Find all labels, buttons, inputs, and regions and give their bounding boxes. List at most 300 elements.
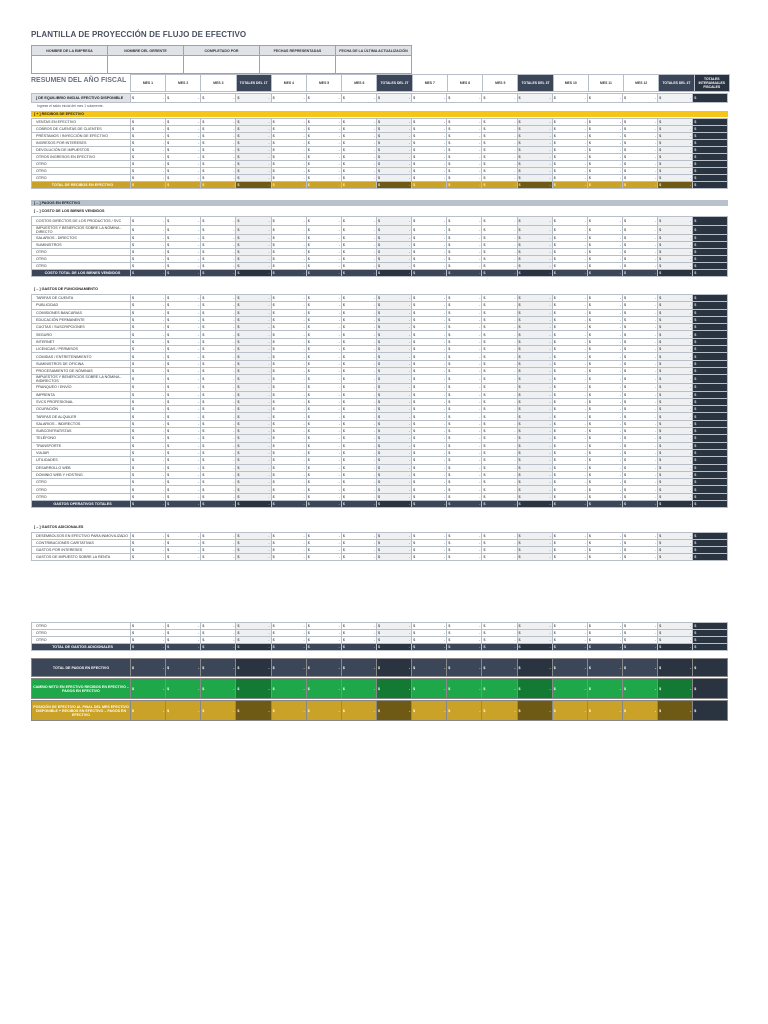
- amount-cell[interactable]: [619, 623, 657, 630]
- amount-cell[interactable]: [517, 309, 552, 316]
- amount-cell[interactable]: [412, 217, 447, 226]
- amount-cell[interactable]: [658, 540, 693, 547]
- amount-cell[interactable]: [306, 249, 341, 256]
- amount-cell[interactable]: [584, 295, 622, 302]
- amount-cell[interactable]: [412, 554, 447, 561]
- amount-cell[interactable]: [306, 182, 341, 189]
- amount-cell[interactable]: [373, 353, 411, 360]
- amount-cell[interactable]: [338, 398, 376, 405]
- amount-cell[interactable]: [447, 659, 482, 677]
- amount-cell[interactable]: [482, 540, 517, 547]
- amount-cell[interactable]: [373, 471, 411, 478]
- amount-cell[interactable]: [131, 391, 166, 398]
- amount-cell[interactable]: [693, 360, 728, 367]
- amount-cell[interactable]: [482, 140, 517, 147]
- amount-cell[interactable]: [131, 338, 166, 345]
- amount-cell[interactable]: [201, 331, 236, 338]
- amount-cell[interactable]: [482, 270, 517, 277]
- amount-cell[interactable]: [693, 501, 728, 508]
- amount-cell[interactable]: [373, 133, 411, 140]
- amount-cell[interactable]: [131, 119, 166, 126]
- amount-cell[interactable]: [373, 94, 411, 103]
- amount-cell[interactable]: [482, 94, 517, 103]
- amount-cell[interactable]: [517, 486, 552, 493]
- amount-cell[interactable]: [201, 398, 236, 405]
- amount-cell[interactable]: [131, 367, 166, 374]
- amount-cell[interactable]: [166, 479, 201, 486]
- amount-cell[interactable]: [552, 217, 587, 226]
- amount-cell[interactable]: [658, 554, 693, 561]
- amount-cell[interactable]: [166, 428, 201, 435]
- amount-cell[interactable]: [412, 435, 447, 442]
- amount-cell[interactable]: [658, 493, 693, 500]
- amount-cell[interactable]: [693, 644, 728, 651]
- amount-cell[interactable]: [131, 623, 166, 630]
- amount-cell[interactable]: [517, 547, 552, 554]
- amount-cell[interactable]: [584, 263, 622, 270]
- amount-cell[interactable]: [552, 701, 587, 721]
- amount-cell[interactable]: [693, 346, 728, 353]
- amount-cell[interactable]: [306, 623, 341, 630]
- amount-cell[interactable]: [482, 331, 517, 338]
- amount-cell[interactable]: [658, 457, 693, 464]
- amount-cell[interactable]: [552, 391, 587, 398]
- amount-cell[interactable]: [201, 367, 236, 374]
- amount-cell[interactable]: [693, 375, 728, 384]
- amount-cell[interactable]: [658, 119, 693, 126]
- amount-cell[interactable]: [306, 270, 341, 277]
- amount-cell[interactable]: [584, 457, 622, 464]
- amount-cell[interactable]: [338, 168, 376, 175]
- amount-cell[interactable]: [201, 435, 236, 442]
- amount-cell[interactable]: [447, 464, 482, 471]
- amount-cell[interactable]: [447, 623, 482, 630]
- amount-cell[interactable]: [306, 457, 341, 464]
- amount-cell[interactable]: [584, 486, 622, 493]
- amount-cell[interactable]: [201, 428, 236, 435]
- amount-cell[interactable]: [201, 457, 236, 464]
- amount-cell[interactable]: [552, 367, 587, 374]
- amount-cell[interactable]: [236, 168, 271, 175]
- amount-cell[interactable]: [236, 217, 271, 226]
- amount-cell[interactable]: [693, 464, 728, 471]
- amount-cell[interactable]: [166, 226, 201, 235]
- amount-cell[interactable]: [131, 547, 166, 554]
- amount-cell[interactable]: [412, 360, 447, 367]
- amount-cell[interactable]: [166, 182, 201, 189]
- amount-cell[interactable]: [201, 659, 236, 677]
- amount-cell[interactable]: [693, 391, 728, 398]
- amount-cell[interactable]: [306, 119, 341, 126]
- amount-cell[interactable]: [517, 226, 552, 235]
- amount-cell[interactable]: [201, 353, 236, 360]
- amount-cell[interactable]: [412, 324, 447, 331]
- amount-cell[interactable]: [447, 398, 482, 405]
- amount-cell[interactable]: [338, 428, 376, 435]
- amount-cell[interactable]: [619, 375, 657, 384]
- amount-cell[interactable]: [658, 147, 693, 154]
- amount-cell[interactable]: [201, 547, 236, 554]
- amount-cell[interactable]: [658, 384, 693, 391]
- amount-cell[interactable]: [271, 316, 306, 323]
- amount-cell[interactable]: [447, 338, 482, 345]
- amount-cell[interactable]: [482, 353, 517, 360]
- amount-cell[interactable]: [306, 353, 341, 360]
- amount-cell[interactable]: [482, 384, 517, 391]
- amount-cell[interactable]: [271, 479, 306, 486]
- amount-cell[interactable]: [517, 256, 552, 263]
- amount-cell[interactable]: [552, 316, 587, 323]
- amount-cell[interactable]: [482, 435, 517, 442]
- amount-cell[interactable]: [482, 147, 517, 154]
- amount-cell[interactable]: [271, 249, 306, 256]
- amount-cell[interactable]: [271, 533, 306, 540]
- amount-cell[interactable]: [517, 353, 552, 360]
- amount-cell[interactable]: [338, 533, 376, 540]
- amount-cell[interactable]: [338, 226, 376, 235]
- amount-cell[interactable]: [693, 679, 728, 699]
- amount-cell[interactable]: [201, 338, 236, 345]
- amount-cell[interactable]: [658, 154, 693, 161]
- amount-cell[interactable]: [338, 324, 376, 331]
- amount-cell[interactable]: [517, 338, 552, 345]
- amount-cell[interactable]: [131, 161, 166, 168]
- amount-cell[interactable]: [447, 391, 482, 398]
- amount-cell[interactable]: [447, 435, 482, 442]
- amount-cell[interactable]: [693, 94, 728, 103]
- amount-cell[interactable]: [693, 637, 728, 644]
- amount-cell[interactable]: [373, 406, 411, 413]
- amount-cell[interactable]: [619, 353, 657, 360]
- amount-cell[interactable]: [447, 471, 482, 478]
- amount-cell[interactable]: [619, 338, 657, 345]
- amount-cell[interactable]: [584, 533, 622, 540]
- amount-cell[interactable]: [552, 464, 587, 471]
- amount-cell[interactable]: [131, 346, 166, 353]
- amount-cell[interactable]: [271, 554, 306, 561]
- amount-cell[interactable]: [584, 398, 622, 405]
- amount-cell[interactable]: [517, 457, 552, 464]
- amount-cell[interactable]: [306, 346, 341, 353]
- amount-cell[interactable]: [306, 375, 341, 384]
- amount-cell[interactable]: [482, 242, 517, 249]
- amount-cell[interactable]: [658, 263, 693, 270]
- amount-cell[interactable]: [658, 353, 693, 360]
- amount-cell[interactable]: [482, 398, 517, 405]
- amount-cell[interactable]: [584, 147, 622, 154]
- amount-cell[interactable]: [447, 375, 482, 384]
- amount-cell[interactable]: [373, 256, 411, 263]
- amount-cell[interactable]: [166, 679, 201, 699]
- amount-cell[interactable]: [306, 147, 341, 154]
- amount-cell[interactable]: [658, 420, 693, 427]
- amount-cell[interactable]: [619, 331, 657, 338]
- amount-cell[interactable]: [236, 486, 271, 493]
- amount-cell[interactable]: [517, 302, 552, 309]
- amount-cell[interactable]: [271, 501, 306, 508]
- amount-cell[interactable]: [658, 679, 693, 699]
- amount-cell[interactable]: [166, 442, 201, 449]
- amount-cell[interactable]: [447, 644, 482, 651]
- amount-cell[interactable]: [447, 249, 482, 256]
- amount-cell[interactable]: [201, 256, 236, 263]
- amount-cell[interactable]: [131, 133, 166, 140]
- amount-cell[interactable]: [131, 486, 166, 493]
- amount-cell[interactable]: [338, 217, 376, 226]
- amount-cell[interactable]: [236, 263, 271, 270]
- amount-cell[interactable]: [338, 679, 376, 699]
- amount-cell[interactable]: [338, 249, 376, 256]
- amount-cell[interactable]: [306, 360, 341, 367]
- amount-cell[interactable]: [552, 486, 587, 493]
- amount-cell[interactable]: [236, 384, 271, 391]
- amount-cell[interactable]: [482, 701, 517, 721]
- amount-cell[interactable]: [131, 384, 166, 391]
- amount-cell[interactable]: [338, 119, 376, 126]
- amount-cell[interactable]: [584, 182, 622, 189]
- amount-cell[interactable]: [658, 309, 693, 316]
- amount-cell[interactable]: [619, 154, 657, 161]
- amount-cell[interactable]: [412, 295, 447, 302]
- amount-cell[interactable]: [658, 391, 693, 398]
- amount-cell[interactable]: [306, 533, 341, 540]
- amount-cell[interactable]: [271, 182, 306, 189]
- amount-cell[interactable]: [693, 353, 728, 360]
- amount-cell[interactable]: [412, 242, 447, 249]
- amount-cell[interactable]: [201, 94, 236, 103]
- amount-cell[interactable]: [619, 540, 657, 547]
- amount-cell[interactable]: [306, 367, 341, 374]
- amount-cell[interactable]: [552, 147, 587, 154]
- amount-cell[interactable]: [517, 242, 552, 249]
- amount-cell[interactable]: [373, 140, 411, 147]
- amount-cell[interactable]: [482, 630, 517, 637]
- amount-cell[interactable]: [552, 256, 587, 263]
- amount-cell[interactable]: [236, 398, 271, 405]
- amount-cell[interactable]: [201, 637, 236, 644]
- amount-cell[interactable]: [619, 398, 657, 405]
- amount-cell[interactable]: [373, 217, 411, 226]
- amount-cell[interactable]: [619, 226, 657, 235]
- amount-cell[interactable]: [271, 701, 306, 721]
- amount-cell[interactable]: [517, 133, 552, 140]
- amount-cell[interactable]: [338, 263, 376, 270]
- amount-cell[interactable]: [552, 295, 587, 302]
- amount-cell[interactable]: [584, 479, 622, 486]
- amount-cell[interactable]: [373, 428, 411, 435]
- amount-cell[interactable]: [584, 353, 622, 360]
- amount-cell[interactable]: [373, 235, 411, 242]
- amount-cell[interactable]: [693, 493, 728, 500]
- amount-cell[interactable]: [338, 442, 376, 449]
- amount-cell[interactable]: [658, 637, 693, 644]
- amount-cell[interactable]: [584, 346, 622, 353]
- amount-cell[interactable]: [412, 644, 447, 651]
- amount-cell[interactable]: [236, 235, 271, 242]
- amount-cell[interactable]: [482, 295, 517, 302]
- amount-cell[interactable]: [373, 457, 411, 464]
- amount-cell[interactable]: [552, 420, 587, 427]
- amount-cell[interactable]: [131, 701, 166, 721]
- amount-cell[interactable]: [693, 302, 728, 309]
- amount-cell[interactable]: [619, 367, 657, 374]
- amount-cell[interactable]: [517, 540, 552, 547]
- amount-cell[interactable]: [338, 435, 376, 442]
- amount-cell[interactable]: [201, 630, 236, 637]
- amount-cell[interactable]: [373, 161, 411, 168]
- amount-cell[interactable]: [693, 701, 728, 721]
- amount-cell[interactable]: [338, 353, 376, 360]
- amount-cell[interactable]: [373, 533, 411, 540]
- amount-cell[interactable]: [619, 659, 657, 677]
- amount-cell[interactable]: [517, 324, 552, 331]
- amount-cell[interactable]: [166, 449, 201, 456]
- amount-cell[interactable]: [373, 346, 411, 353]
- amount-cell[interactable]: [373, 182, 411, 189]
- amount-cell[interactable]: [658, 217, 693, 226]
- amount-cell[interactable]: [619, 324, 657, 331]
- amount-cell[interactable]: [584, 406, 622, 413]
- amount-cell[interactable]: [482, 346, 517, 353]
- amount-cell[interactable]: [236, 413, 271, 420]
- amount-cell[interactable]: [447, 302, 482, 309]
- amount-cell[interactable]: [412, 442, 447, 449]
- amount-cell[interactable]: [584, 94, 622, 103]
- amount-cell[interactable]: [447, 406, 482, 413]
- amount-cell[interactable]: [517, 471, 552, 478]
- amount-cell[interactable]: [201, 168, 236, 175]
- amount-cell[interactable]: [338, 133, 376, 140]
- amount-cell[interactable]: [201, 554, 236, 561]
- amount-cell[interactable]: [306, 547, 341, 554]
- amount-cell[interactable]: [584, 302, 622, 309]
- amount-cell[interactable]: [201, 147, 236, 154]
- amount-cell[interactable]: [338, 644, 376, 651]
- amount-cell[interactable]: [373, 435, 411, 442]
- amount-cell[interactable]: [693, 263, 728, 270]
- amount-cell[interactable]: [693, 270, 728, 277]
- amount-cell[interactable]: [338, 235, 376, 242]
- amount-cell[interactable]: [271, 637, 306, 644]
- amount-cell[interactable]: [619, 406, 657, 413]
- amount-cell[interactable]: [552, 168, 587, 175]
- amount-cell[interactable]: [236, 493, 271, 500]
- amount-cell[interactable]: [447, 442, 482, 449]
- amount-cell[interactable]: [236, 270, 271, 277]
- amount-cell[interactable]: [306, 309, 341, 316]
- amount-cell[interactable]: [373, 623, 411, 630]
- amount-cell[interactable]: [552, 346, 587, 353]
- amount-cell[interactable]: [619, 175, 657, 182]
- amount-cell[interactable]: [131, 457, 166, 464]
- amount-cell[interactable]: [552, 175, 587, 182]
- amount-cell[interactable]: [338, 540, 376, 547]
- amount-cell[interactable]: [338, 338, 376, 345]
- amount-cell[interactable]: [166, 217, 201, 226]
- amount-cell[interactable]: [201, 420, 236, 427]
- amount-cell[interactable]: [131, 375, 166, 384]
- amount-cell[interactable]: [552, 493, 587, 500]
- amount-cell[interactable]: [338, 659, 376, 677]
- amount-cell[interactable]: [447, 679, 482, 699]
- amount-cell[interactable]: [552, 406, 587, 413]
- amount-cell[interactable]: [447, 316, 482, 323]
- amount-cell[interactable]: [236, 501, 271, 508]
- amount-cell[interactable]: [131, 302, 166, 309]
- amount-cell[interactable]: [201, 533, 236, 540]
- amount-cell[interactable]: [482, 406, 517, 413]
- amount-cell[interactable]: [517, 413, 552, 420]
- amount-cell[interactable]: [236, 464, 271, 471]
- amount-cell[interactable]: [447, 413, 482, 420]
- amount-cell[interactable]: [658, 360, 693, 367]
- amount-cell[interactable]: [373, 493, 411, 500]
- amount-cell[interactable]: [584, 554, 622, 561]
- amount-cell[interactable]: [271, 140, 306, 147]
- amount-cell[interactable]: [236, 94, 271, 103]
- amount-cell[interactable]: [482, 161, 517, 168]
- amount-cell[interactable]: [306, 175, 341, 182]
- amount-cell[interactable]: [373, 413, 411, 420]
- amount-cell[interactable]: [584, 256, 622, 263]
- amount-cell[interactable]: [236, 309, 271, 316]
- amount-cell[interactable]: [619, 442, 657, 449]
- amount-cell[interactable]: [303, 701, 341, 721]
- amount-cell[interactable]: [693, 384, 728, 391]
- amount-cell[interactable]: [584, 133, 622, 140]
- amount-cell[interactable]: [373, 679, 411, 699]
- amount-cell[interactable]: [619, 242, 657, 249]
- amount-cell[interactable]: [412, 420, 447, 427]
- amount-cell[interactable]: [131, 435, 166, 442]
- amount-cell[interactable]: [271, 375, 306, 384]
- amount-cell[interactable]: [658, 94, 693, 103]
- amount-cell[interactable]: [236, 182, 271, 189]
- amount-cell[interactable]: [517, 701, 552, 721]
- amount-cell[interactable]: [517, 126, 552, 133]
- amount-cell[interactable]: [373, 168, 411, 175]
- amount-cell[interactable]: [552, 457, 587, 464]
- amount-cell[interactable]: [619, 464, 657, 471]
- amount-cell[interactable]: [236, 701, 271, 721]
- amount-cell[interactable]: [271, 133, 306, 140]
- amount-cell[interactable]: [271, 391, 306, 398]
- amount-cell[interactable]: [338, 367, 376, 374]
- amount-cell[interactable]: [447, 428, 482, 435]
- amount-cell[interactable]: [166, 471, 201, 478]
- amount-cell[interactable]: [658, 168, 693, 175]
- amount-cell[interactable]: [306, 235, 341, 242]
- amount-cell[interactable]: [658, 235, 693, 242]
- amount-cell[interactable]: [306, 493, 341, 500]
- amount-cell[interactable]: [306, 256, 341, 263]
- amount-cell[interactable]: [693, 428, 728, 435]
- amount-cell[interactable]: [693, 420, 728, 427]
- amount-cell[interactable]: [236, 242, 271, 249]
- amount-cell[interactable]: [584, 637, 622, 644]
- amount-cell[interactable]: [373, 338, 411, 345]
- amount-cell[interactable]: [412, 140, 447, 147]
- amount-cell[interactable]: [693, 140, 728, 147]
- amount-cell[interactable]: [482, 493, 517, 500]
- amount-cell[interactable]: [271, 331, 306, 338]
- amount-cell[interactable]: [131, 175, 166, 182]
- amount-cell[interactable]: [166, 331, 201, 338]
- amount-cell[interactable]: [584, 242, 622, 249]
- amount-cell[interactable]: [412, 375, 447, 384]
- amount-cell[interactable]: [584, 644, 622, 651]
- amount-cell[interactable]: [584, 384, 622, 391]
